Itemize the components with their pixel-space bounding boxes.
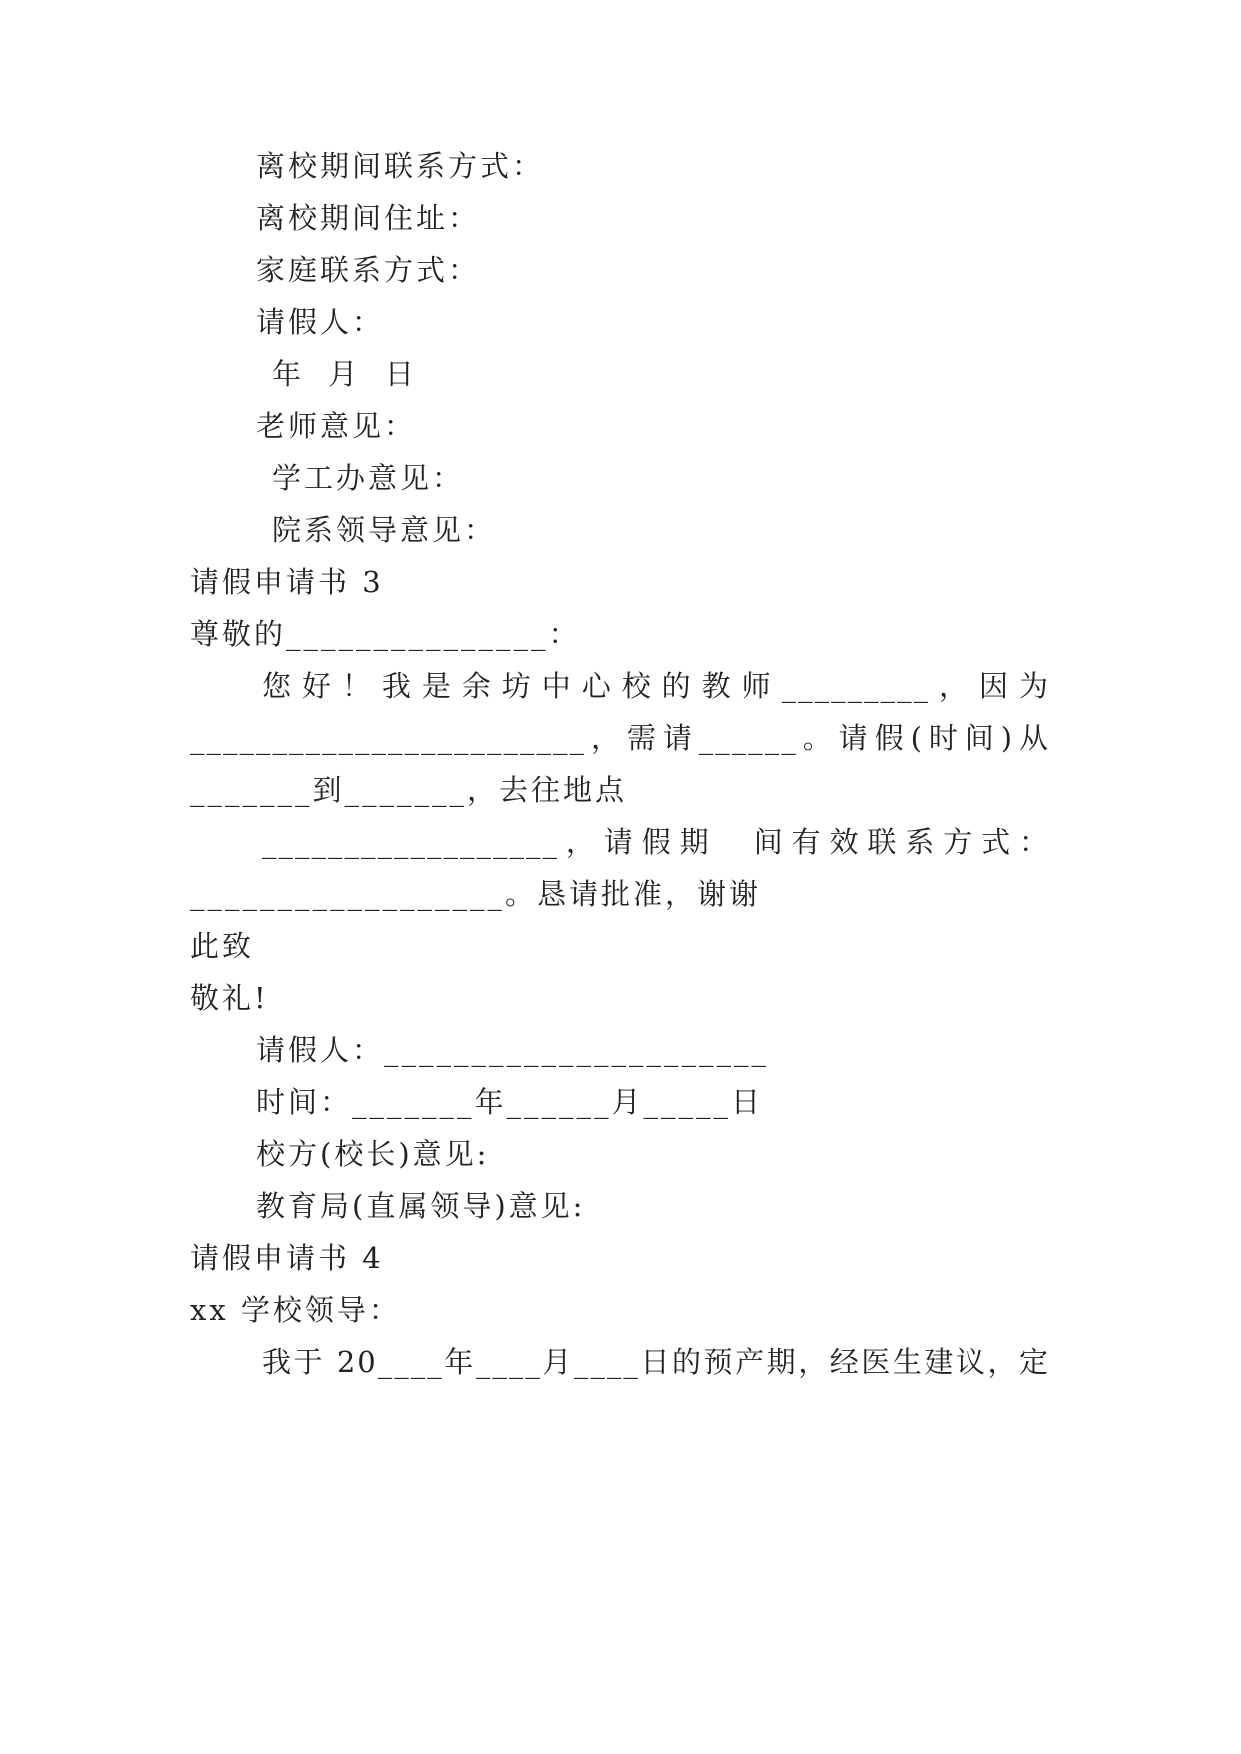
teacher-opinion: 老师意见： xyxy=(256,409,417,443)
applicant-label: 请假人： xyxy=(256,305,385,339)
contact-during-absence: 离校期间联系方式： xyxy=(256,149,545,183)
department-leader-opinion: 院系领导意见： xyxy=(272,513,497,547)
body-line-4: __________________，请假期 间有效联系方式： xyxy=(262,825,1050,859)
time-line: 时间：_______年______月_____日 xyxy=(256,1085,764,1119)
address-during-absence: 离校期间住址： xyxy=(256,201,481,235)
salutation-4: xx 学校领导： xyxy=(190,1293,401,1327)
section-title-4: 请假申请书 4 xyxy=(190,1241,384,1275)
section-title-3: 请假申请书 3 xyxy=(190,565,384,599)
salutation: 尊敬的_______________： xyxy=(190,617,581,651)
body-line-2: ________________________，需请______。请假(时间)从 xyxy=(190,721,1050,755)
body-line-4-1: 我于 20____年____月____日的预产期，经医生建议，定 xyxy=(262,1345,1050,1379)
date-line: 年 月 日 xyxy=(272,357,417,391)
family-contact: 家庭联系方式： xyxy=(256,253,481,287)
body-line-3: _______到_______，去往地点 xyxy=(190,773,628,807)
education-bureau-opinion: 教育局(直属领导)意见: xyxy=(256,1189,586,1223)
student-affairs-opinion: 学工办意见： xyxy=(272,461,465,495)
applicant-signature: 请假人：______________________ xyxy=(256,1033,770,1067)
body-line-5: __________________。恳请批准，谢谢 xyxy=(190,877,762,911)
closing-2: 敬礼! xyxy=(190,981,269,1015)
body-line-1: 您好！我是余坊中心校的教师_________，因为 xyxy=(262,669,1050,703)
closing-1: 此致 xyxy=(190,929,255,963)
principal-opinion: 校方(校长)意见: xyxy=(256,1137,490,1171)
